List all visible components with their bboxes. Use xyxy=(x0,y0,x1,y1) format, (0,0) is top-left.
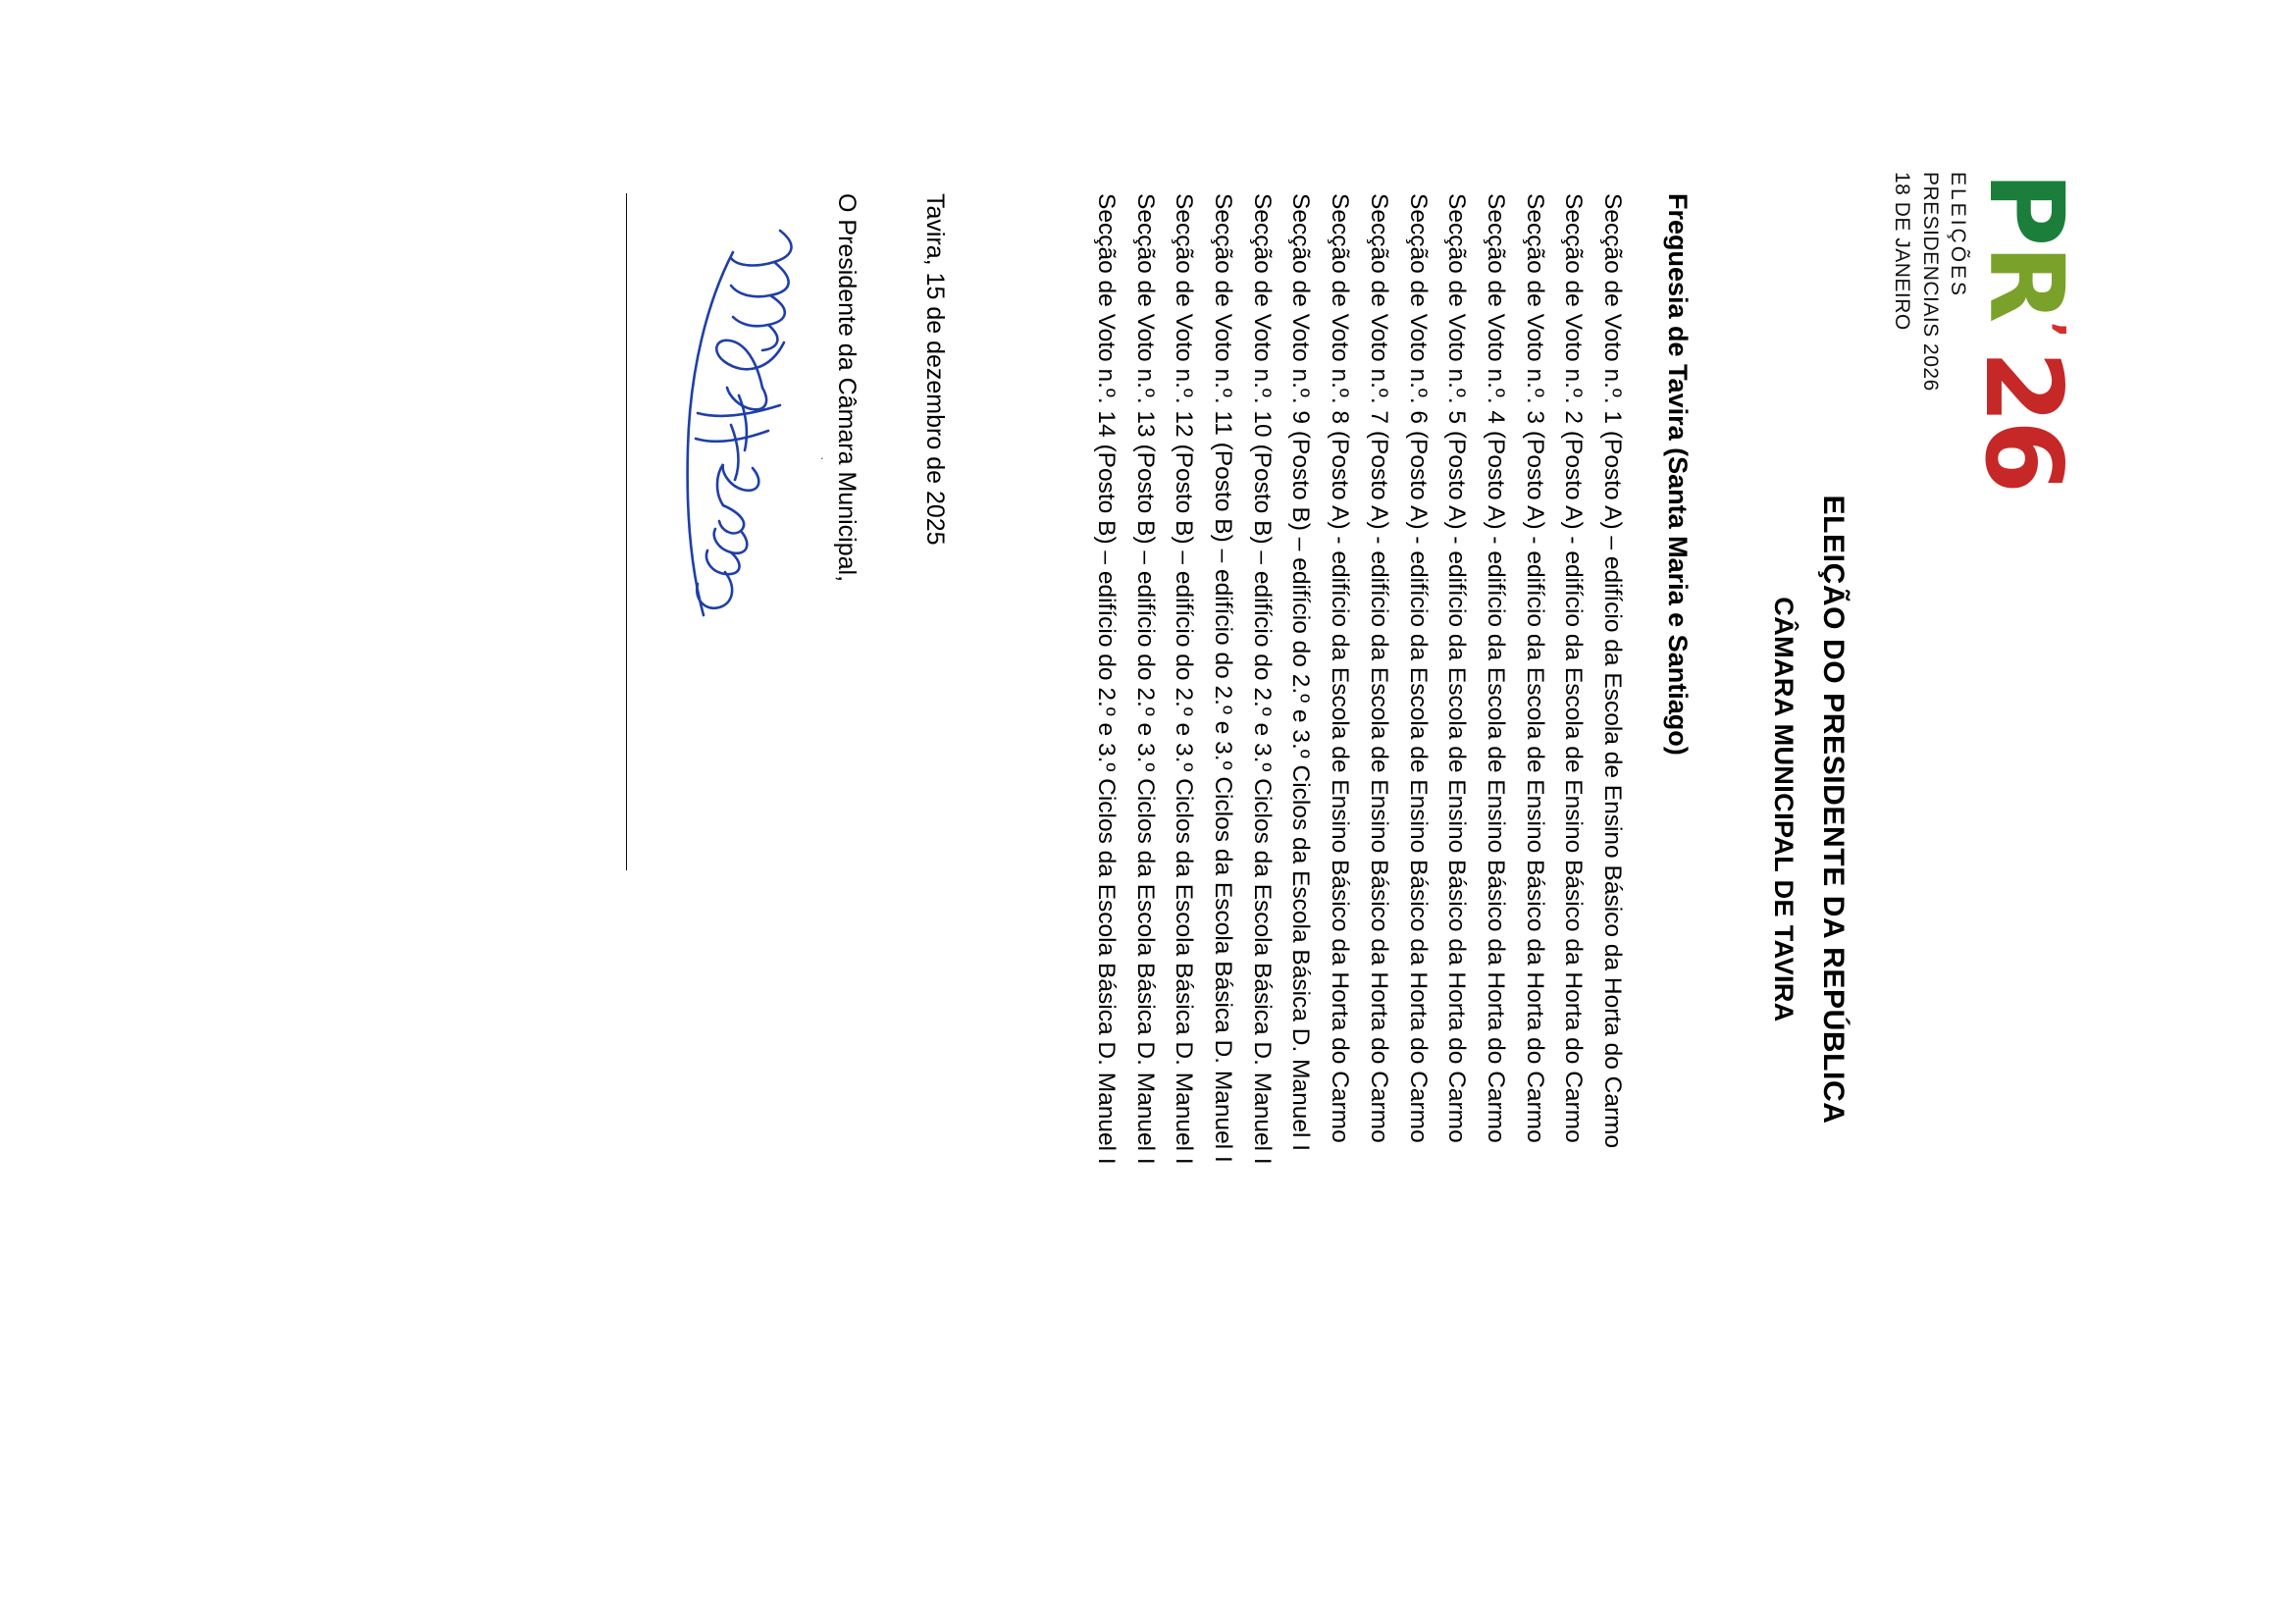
logo-apostrophe-icon: ’ xyxy=(2022,321,2075,339)
logo-subtitle-line-1: ELEIÇÕES xyxy=(1947,172,1969,299)
list-item: Secção de Voto n.º. 13 (Posto B) – edifício do 2.º e 3.º Ciclos da Escola Básica D. Manuel I xyxy=(1131,193,1159,1165)
list-item: Secção de Voto n.º. 5 (Posto A) - edifício da Escola de Ensino Básico da Horta do Carmo xyxy=(1443,193,1471,1143)
list-item: Secção de Voto n.º. 11 (Posto B) – edifício do 2.º e 3.º Ciclos da Escola Básica D. Manuel I xyxy=(1210,193,1237,1163)
voting-sections-list xyxy=(1086,193,1632,1459)
list-item: Secção de Voto n.º. 2 (Posto A) - edifício da Escola de Ensino Básico da Horta do Carmo xyxy=(1560,193,1588,1143)
signature-line xyxy=(626,193,627,870)
logo-subtitle-line-2: PRESIDENCIAIS 2026 xyxy=(1918,172,1942,392)
document-page xyxy=(54,46,2242,1577)
signature-area xyxy=(574,193,831,880)
list-item: Secção de Voto n.º. 1 (Posto A) – edifício da Escola de Ensino Básico da Horta do Carmo xyxy=(1599,193,1626,1149)
list-item: Secção de Voto n.º. 9 (Posto B) – edifício do 2.º e 3.º Ciclos da Escola Básica D. Manuel I xyxy=(1287,193,1315,1152)
place-and-date: Tavira, 15 de dezembro de 2025 xyxy=(921,193,949,546)
logo-subtitle xyxy=(1888,172,1971,721)
list-item: Secção de Voto n.º. 8 (Posto A) - edifício da Escola de Ensino Básico da Horta do Carmo xyxy=(1327,193,1354,1143)
list-item: Secção de Voto n.º. 14 (Posto B) – edifício do 2.º e 3.º Ciclos da Escola Básica D. Manuel I xyxy=(1093,193,1121,1165)
logo-year-text: 26 xyxy=(1960,349,2084,491)
page-subtitle: CÂMARA MUNICIPAL DE TAVIRA xyxy=(1769,597,1799,1022)
list-item: Secção de Voto n.º. 12 (Posto B) – edifício do 2.º e 3.º Ciclos da Escola Básica D. Manuel I xyxy=(1171,193,1198,1165)
logo-pr-text xyxy=(1965,172,2086,322)
list-item: Secção de Voto n.º. 10 (Posto B) – edifício do 2.º e 3.º Ciclos da Escola Básica D. Manuel I xyxy=(1248,193,1276,1165)
logo-wordmark xyxy=(1960,172,2095,721)
logo-subtitle-line-3: 18 DE JANEIRO xyxy=(1891,172,1914,331)
list-item: Secção de Voto n.º. 7 (Posto A) - edifício da Escola de Ensino Básico da Horta do Carmo xyxy=(1365,193,1392,1143)
list-item: Secção de Voto n.º. 4 (Posto A) - edifício da Escola de Ensino Básico da Horta do Carmo xyxy=(1482,193,1509,1143)
logo-letter-r: R xyxy=(1965,244,2086,322)
list-item: Secção de Voto n.º. 3 (Posto A) - edifício da Escola de Ensino Básico da Horta do Carmo xyxy=(1521,193,1548,1143)
logo-letter-p: P xyxy=(1965,172,2086,245)
freguesia-heading: Freguesia de Tavira (Santa Maria e Santiago) xyxy=(1663,193,1693,756)
signature-icon xyxy=(647,223,813,645)
election-logo xyxy=(1888,172,2095,721)
list-item: Secção de Voto n.º. 6 (Posto A) - edifício da Escola de Ensino Básico da Horta do Carmo xyxy=(1404,193,1432,1143)
signatory-label: O Presidente da Câmara Municipal, xyxy=(833,193,861,583)
stray-mark-icon: · xyxy=(815,456,831,461)
page-title: ELEIÇÃO DO PRESIDENTE DA REPÚBLICA xyxy=(1817,495,1850,1125)
